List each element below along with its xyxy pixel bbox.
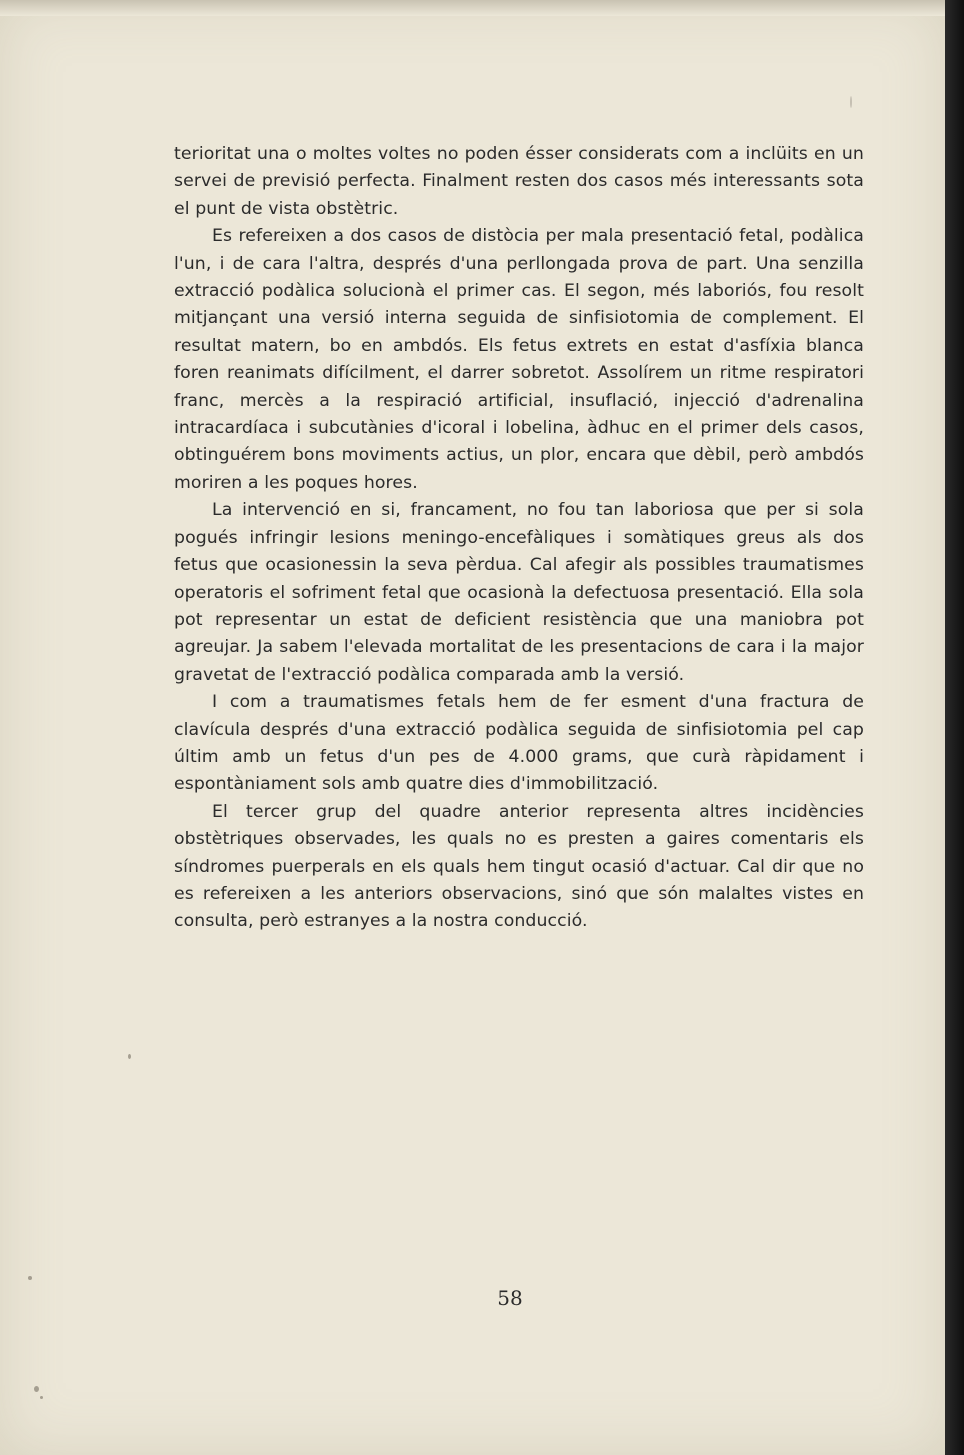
- paragraph-1: terioritat una o moltes voltes no poden ésser considerats com a inclüits en un servei de previsió perfecta. Finalment resten dos casos més interessants sota el punt de vista obstètric.: [174, 144, 864, 219]
- paragraph-4: I com a traumatismes fetals hem de fer esment d'una fractura de clavícula després d'una extracció podàlica seguida de sinfisiotomia pel cap últim amb un fetus d'un pes de 4.000 grams, que curà ràpidament i espontàniament sols amb quatre dies d'immobilització.: [174, 692, 864, 795]
- paper-speck: [34, 1386, 39, 1392]
- paper-speck: [40, 1396, 43, 1399]
- paper-speck: [128, 1054, 131, 1059]
- page-number: 58: [497, 1286, 523, 1310]
- page-top-edge: [0, 0, 945, 16]
- paragraph-2: Es refereixen a dos casos de distòcia per mala presentació fetal, podàlica l'un, i de cara l'altra, després d'una perllongada prova de part. Una senzilla extracció podàlica solucionà el primer cas. El segon, més laboriós, fou resolt mitjançant una versió interna seguida de sinfisiotomia de complement. El resultat matern, bo en ambdós. Els fetus extrets en estat d'asfíxia blanca foren reanimats difícilment, el darrer sobretot. Assolírem un ritme respiratori franc, mercès a la respiració artificial, insuflació, injecció d'adrenalina intracardíaca i subcutànies d'icoral i lobelina, àdhuc en el primer dels casos, obtinguérem bons moviments actius, un plor, encara que dèbil, però ambdós moriren a les poques hores.: [174, 226, 864, 493]
- paper-speck: [28, 1276, 32, 1280]
- paragraph-3: La intervenció en si, francament, no fou tan laboriosa que per si sola pogués infringir lesions meningo-encefàliques i somàtiques greus als dos fetus que ocasionessin la seva pèrdua. Cal afegir als possibles traumatismes operatoris el sofriment fetal que ocasionà la defectuosa presentació. Ella sola pot representar un estat de deficient resistència que una maniobra pot agreujar. Ja sabem l'elevada mortalitat de les presentacions de cara i la major gravetat de l'extracció podàlica comparada amb la versió.: [174, 500, 864, 685]
- paragraph-5: El tercer grup del quadre anterior representa altres incidències obstètriques observades, les quals no es presten a gaires comentaris els síndromes puerperals en els quals hem tingut ocasió d'actuar. Cal dir que no es refereixen a les anteriors observacions, sinó que són malaltes vistes en consulta, però estranyes a la nostra conducció.: [174, 801, 864, 932]
- scan-edge: [945, 0, 964, 1455]
- body-text: [174, 141, 864, 936]
- paper-speck: [850, 96, 852, 108]
